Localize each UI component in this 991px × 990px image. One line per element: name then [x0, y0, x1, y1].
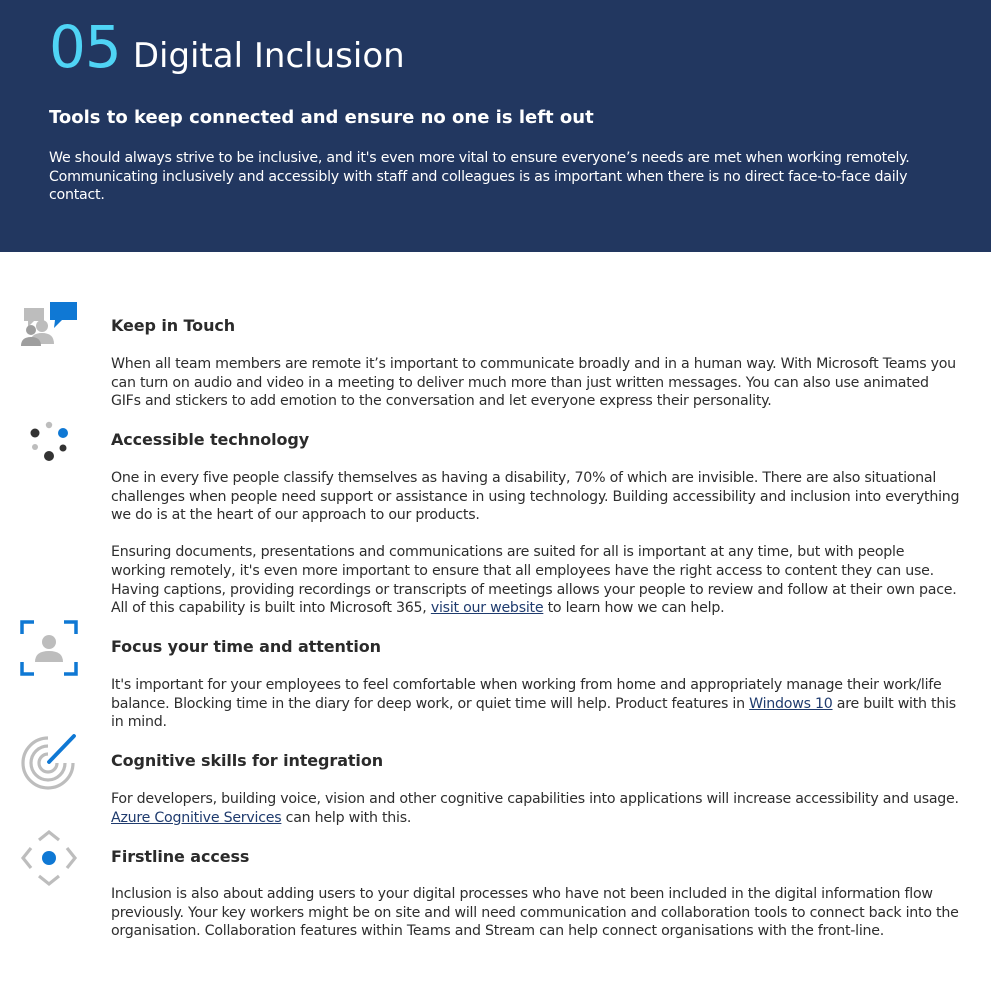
- section-body-cognitive: [111, 790, 961, 827]
- section-body-focus: [111, 676, 961, 732]
- chat-people-icon: [18, 300, 82, 364]
- visit-website-link[interactable]: visit our website: [430, 600, 544, 617]
- paragraph: When all team members are remote it’s important to communicate broadly and in a human way. With Microsoft Teams you can turn on audio and video in a meeting to deliver much more than just written messages. You can also use animated GIFs and stickers to add emotion to the conversation and let everyone express their personality.: [111, 356, 956, 410]
- section-heading-focus: Focus your time and attention: [111, 637, 381, 656]
- section-heading-firstline: Firstline access: [111, 847, 250, 866]
- paragraph: [111, 676, 961, 732]
- page-subtitle: Tools to keep connected and ensure no one is left out: [49, 107, 594, 128]
- section-heading-accessible-technology: Accessible technology: [111, 430, 310, 449]
- text: Ensuring documents, presentations and communications are suited for all is important at any time, but with people working remotely, it's even more important to ensure that all employees have the right access to content they can use. Having captions, providing recordings or transcripts of meetings allows your people to review and follow at their own pace. All of this capability is built into Microsoft 365,: [111, 544, 957, 617]
- section-title: Digital Inclusion: [132, 36, 405, 76]
- section-body-keep-in-touch: [111, 355, 961, 411]
- section-number: 05: [49, 13, 121, 81]
- dots-icon: [18, 418, 82, 482]
- text: It's important for your employees to feel comfortable when working from home and appropriately manage their work/life balance. Blocking time in the diary for deep work, or quiet time will help. Product features in: [111, 677, 942, 712]
- paragraph: Inclusion is also about adding users to your digital processes who have not been included in the digital information flow previously. Your key workers might be on site and will need communication and collaboration tools to connect back into the organisation. Collaboration features within Teams and Stream can help connect organisations with the front-line.: [111, 886, 959, 940]
- azure-cognitive-services-link[interactable]: Azure Cognitive Services: [111, 809, 282, 826]
- diamond-arrows-icon: [18, 828, 82, 892]
- focus-person-icon: [18, 618, 82, 682]
- intro-paragraph: We should always strive to be inclusive, and it's even more vital to ensure everyone’s needs are met when working remotely. Communicating inclusively and accessibly with staff and colleagues is as important when there is no direct face-to-face daily contact.: [49, 150, 910, 203]
- section-body-firstline: [111, 885, 961, 941]
- text: For developers, building voice, vision and other cognitive capabilities into applications will increase accessibility and usage.: [111, 791, 959, 807]
- page-title: [49, 13, 405, 81]
- section-heading-cognitive: Cognitive skills for integration: [111, 751, 384, 770]
- section-heading-keep-in-touch: Keep in Touch: [111, 316, 236, 335]
- text: can help with this.: [281, 809, 412, 826]
- windows-10-link[interactable]: Windows 10: [749, 695, 833, 712]
- paragraph: [111, 790, 961, 827]
- paragraph: [111, 543, 961, 618]
- text: to learn how we can help.: [543, 600, 725, 617]
- section-body-accessible-technology: [111, 469, 961, 618]
- header-banner: [0, 0, 991, 252]
- paragraph: One in every five people classify themselves as having a disability, 70% of which are invisible. There are also situational challenges when people need support or assistance in using technology. Building accessibility and inclusion into everything we do is at the heart of our approach to our products.: [111, 470, 960, 524]
- text: are built with this in mind.: [111, 695, 956, 731]
- target-icon: [18, 732, 82, 796]
